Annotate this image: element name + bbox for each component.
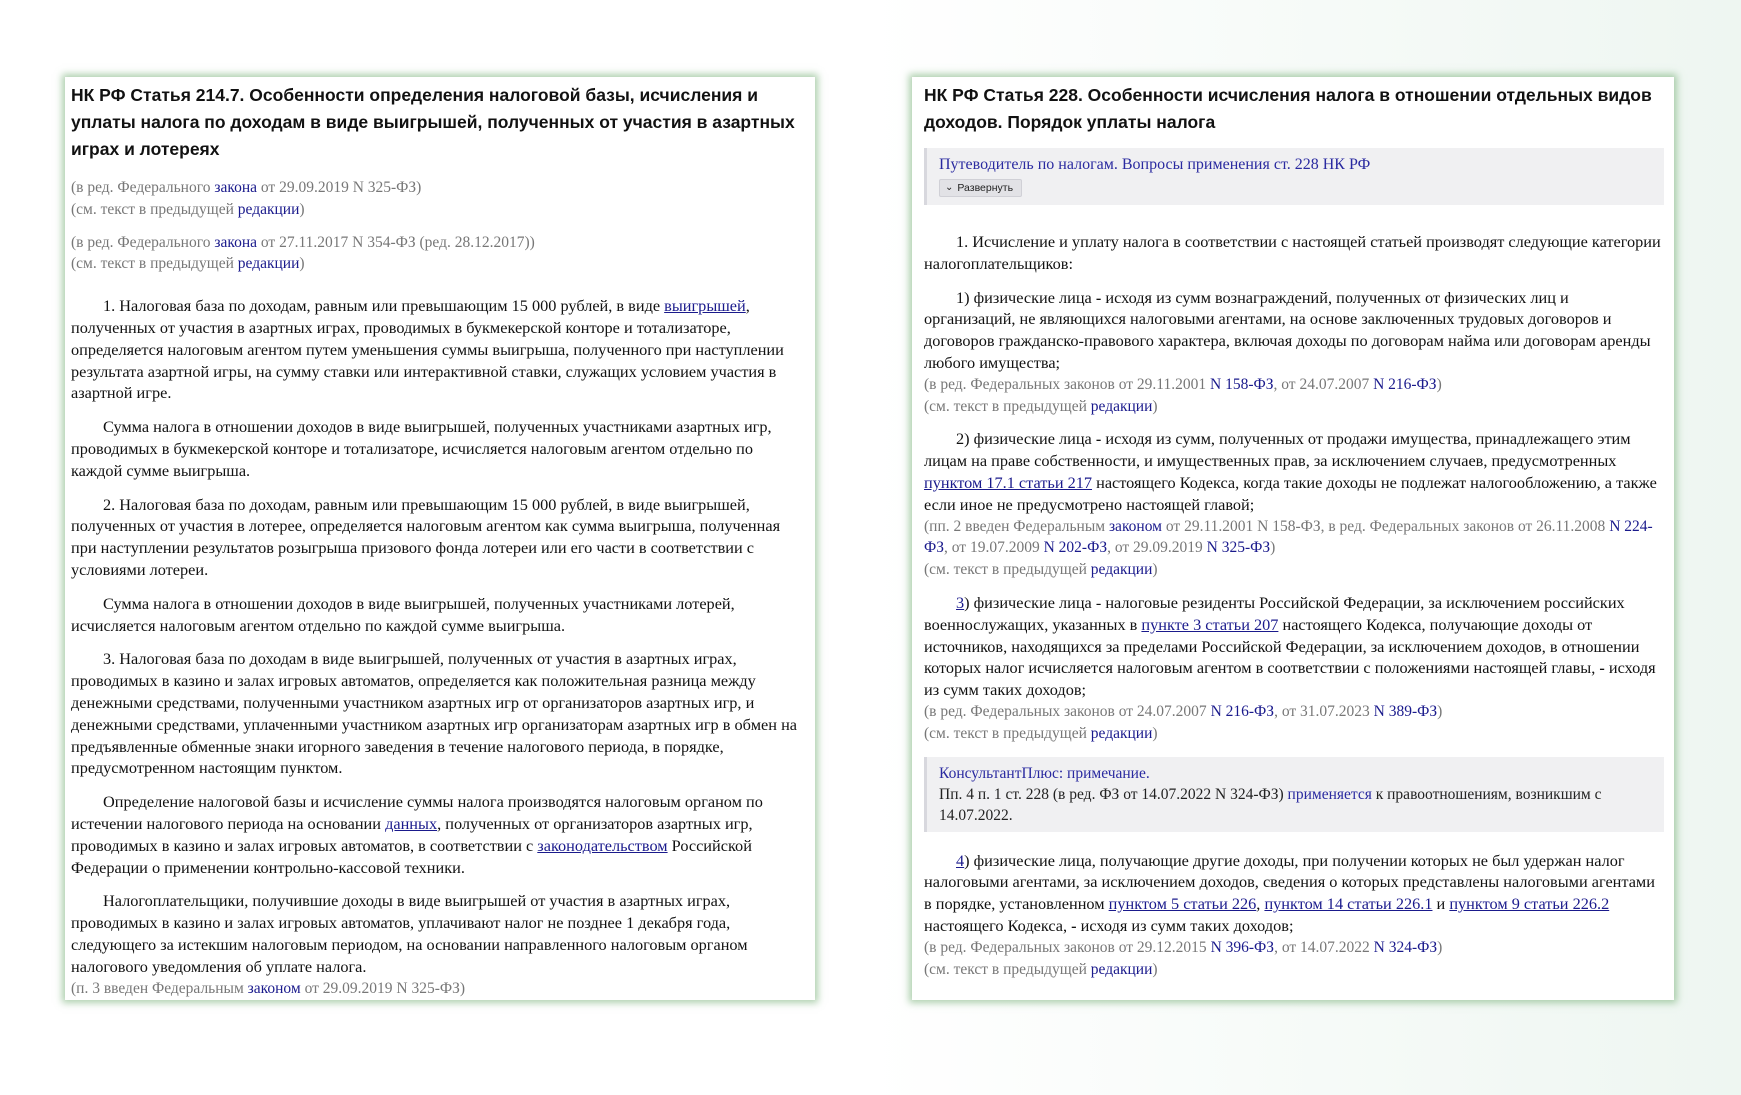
amendment-note bbox=[924, 374, 1664, 396]
paragraph-text: Определение налоговой базы и исчисление суммы налога производятся налоговым органом по истечении налогового периода на основании bbox=[71, 792, 763, 833]
note-text: (см. текст в предыдущей bbox=[71, 255, 238, 273]
subparagraph-4-number-link[interactable]: 4 bbox=[956, 850, 965, 870]
dash: - bbox=[1071, 915, 1077, 935]
note-text: (пп. 2 введен Федеральным bbox=[924, 517, 1109, 535]
note-text: ) bbox=[1437, 702, 1443, 720]
law-link[interactable]: законом bbox=[247, 979, 301, 997]
dash: - bbox=[1095, 429, 1102, 449]
paragraph-text: ) физические лица, получающие другие доходы, при получении которых не был удержан налог налоговыми агентами, за исключением доходов, сведения о которых представлены налоговыми агентами в порядке, установленном bbox=[924, 850, 1655, 914]
edition-link[interactable]: редакции bbox=[1090, 724, 1153, 742]
article-title: НК РФ Статья 228. Особенности исчисления налога в отношении отдельных видов доходов. Порядок уплаты налога bbox=[924, 85, 1652, 132]
guide-title[interactable]: Путеводитель по налогам. Вопросы применения ст. 228 НК РФ bbox=[939, 156, 1371, 173]
note-text: (см. текст в предыдущей bbox=[924, 397, 1091, 415]
note-text: (в ред. Федеральных законов от 24.07.2007 bbox=[924, 702, 1211, 720]
law-link[interactable]: N 216-ФЗ bbox=[1210, 702, 1275, 720]
paragraph-text: исходя из сумм, полученных от продажи имущества, принадлежащего этим лицам на праве собственности, и имущественных прав, за исключением случаев, предусмотренных bbox=[924, 429, 1631, 471]
article-217-link[interactable]: пунктом 17.1 статьи 217 bbox=[924, 472, 1093, 492]
paragraph-3-payment: Налогоплательщики, получившие доходы в виде выигрышей от участия в азартных играх, проводимых в казино и залах игровых автоматов, уплачивают налог не позднее 1 декабря года, следующего за истекшим налоговым периодом, на основании направленного налоговым органом налогового уведомления об уплате налога. bbox=[71, 891, 748, 976]
paragraph-text: исходя из сумм таких доходов; bbox=[1076, 915, 1294, 935]
article-228-panel bbox=[912, 77, 1674, 1000]
law-link[interactable]: N 396-ФЗ bbox=[1210, 938, 1275, 956]
previous-edition-note bbox=[71, 253, 807, 275]
paragraph-1: 1. Исчисление и уплату налога в соответствии с настоящей статьей производят следующие категории налогоплательщиков: bbox=[924, 232, 1661, 273]
note-text: , от 24.07.2007 bbox=[1273, 375, 1374, 393]
note-text: , от 14.07.2022 bbox=[1274, 938, 1374, 956]
previous-edition-note bbox=[924, 396, 1664, 418]
amendment-note bbox=[924, 937, 1664, 959]
tax-guide-box bbox=[924, 148, 1664, 205]
law-link[interactable]: N 389-ФЗ bbox=[1373, 702, 1438, 720]
paragraph-text: настоящего Кодекса, когда такие доходы не подлежат налогообложению, а также если иное не предусмотрено настоящей главой; bbox=[924, 472, 1657, 514]
data-link[interactable]: данных bbox=[385, 813, 438, 833]
note-text: ) bbox=[1152, 561, 1158, 579]
previous-edition-note bbox=[924, 559, 1664, 581]
paragraph-text: , bbox=[1256, 894, 1265, 914]
note-text: (в ред. Федеральных законов от 29.12.2015 bbox=[924, 938, 1211, 956]
edition-link[interactable]: редакции bbox=[1090, 397, 1153, 415]
note-text: от 29.09.2019 N 325-ФЗ) bbox=[300, 979, 466, 997]
paragraph-text: исходя из сумм вознаграждений, полученных от физических лиц и организаций, не являющихся налоговыми агентами, на основе заключенных трудовых договоров и договоров гражданско-правового характера, включая доходы по договорам найма или договорам аренды любого имущества; bbox=[924, 287, 1651, 372]
paragraph-3-determination bbox=[71, 791, 807, 878]
amendment-note bbox=[71, 232, 807, 254]
paragraph-text: исходя из сумм таких доходов; bbox=[924, 658, 1656, 700]
note-text: (п. 3 введен Федеральным bbox=[71, 979, 248, 997]
note-text: ) bbox=[1436, 375, 1442, 393]
note-text: , от 29.09.2019 bbox=[1107, 539, 1207, 557]
paragraph-text: 1. Налоговая база по доходам, равным или превышающим 15 000 рублей, в виде bbox=[103, 296, 665, 316]
paragraph-2-tax: Сумма налога в отношении доходов в виде выигрышей, полученных участниками лотерей, исчисляется налоговым агентом отдельно по каждой сумме выигрыша. bbox=[71, 593, 735, 635]
edition-link[interactable]: редакции bbox=[237, 255, 300, 273]
subparagraph-2 bbox=[924, 428, 1664, 515]
law-link[interactable]: N 224-ФЗ bbox=[924, 517, 1653, 557]
legislation-link[interactable]: законодательством bbox=[537, 835, 668, 855]
introduced-note bbox=[71, 978, 807, 1000]
paragraph-text: 1) физические лица bbox=[956, 287, 1096, 307]
law-link[interactable]: N 324-ФЗ bbox=[1373, 938, 1438, 956]
amendment-note bbox=[71, 177, 807, 199]
subparagraph-1 bbox=[924, 287, 1664, 374]
applies-link[interactable]: применяется bbox=[1287, 785, 1372, 803]
note-text: ) bbox=[1152, 724, 1158, 742]
note-text: , от 31.07.2023 bbox=[1274, 702, 1374, 720]
paragraph-1 bbox=[71, 295, 807, 404]
expand-button[interactable] bbox=[939, 179, 1022, 197]
subparagraph-3 bbox=[924, 592, 1664, 701]
edition-link[interactable]: редакции bbox=[1090, 960, 1153, 978]
note-text: ) bbox=[299, 255, 305, 273]
chevron-down-icon: ⌄ bbox=[945, 182, 954, 193]
note-text: (см. текст в предыдущей bbox=[924, 561, 1091, 579]
law-link[interactable]: закона bbox=[214, 233, 257, 251]
paragraph-text: , полученных от организаторов азартных игр, проводимых в казино и залах игровых автоматов, в соответствии с bbox=[71, 813, 753, 855]
paragraph-text: , полученных от участия в азартных играх, проводимых в букмекерской конторе и тотализаторе, определяется налоговым агентом путем уменьшения суммы выигрыша, полученного при наступлении результата азартной игры, на сумму ставки или интерактивной ставки, служащих условием участия в азартной игре. bbox=[71, 296, 784, 403]
note-text: ) bbox=[1152, 397, 1158, 415]
paragraph-text: Российской Федерации о применении контрольно-кассовой техники. bbox=[71, 835, 752, 877]
law-link[interactable]: N 325-ФЗ bbox=[1206, 539, 1271, 557]
note-text: (в ред. Федерального bbox=[71, 233, 215, 251]
expand-label: Развернуть bbox=[957, 182, 1014, 194]
note-text: к правоотношениям, возникшим с 14.07.2022. bbox=[939, 785, 1602, 824]
consultant-note-box bbox=[924, 757, 1664, 832]
paragraph-text: настоящего Кодекса, получающие доходы от источников, находящихся за пределами Российской Федерации, за исключением доходов, в отношении которых налог исчисляется налоговым агентом в соответствии с положениями настоящей главы, bbox=[924, 614, 1640, 678]
paragraph-1-tax: Сумма налога в отношении доходов в виде выигрышей, полученных участниками азартных игр, проводимых в букмекерской конторе и тотализаторе, исчисляется налоговым агентом отдельно по каждой сумме выигрыша. bbox=[71, 417, 772, 480]
note-text: от 27.11.2017 N 354-ФЗ (ред. 28.12.2017)) bbox=[257, 233, 535, 251]
article-226-link[interactable]: пунктом 5 статьи 226 bbox=[1108, 894, 1257, 914]
note-text: (в ред. Федерального bbox=[71, 179, 215, 196]
previous-edition-note bbox=[71, 199, 807, 221]
note-text: ) bbox=[1437, 938, 1443, 956]
law-link[interactable]: N 202-ФЗ bbox=[1043, 539, 1108, 557]
edition-link[interactable]: редакции bbox=[1090, 561, 1153, 579]
note-text: Пп. 4 п. 1 ст. 228 (в ред. ФЗ от 14.07.2022 N 324-ФЗ) bbox=[939, 785, 1288, 803]
paragraph-2: 2. Налоговая база по доходам, равным или превышающим 15 000 рублей, в виде выигрышей, полученных от участия в лотерее, определяется налоговым агентом как сумма выигрыша, полученная при наступлении результатов розыгрыша призового фонда лотереи или его части в соответствии с условиями лотереи. bbox=[71, 494, 781, 579]
note-text: ) bbox=[299, 200, 305, 218]
subparagraph-3-number-link[interactable]: 3 bbox=[956, 592, 965, 612]
paragraph-3: 3. Налоговая база по доходам в виде выигрышей, полученных от участия в азартных играх, проводимых в казино и залах игровых автоматов, определяется как положительная разница между денежными средствами, полученными участником азартных игр от организаторов азартных игр, и денежными средствами, уплаченными участником азартных игр организаторам азартных игр в обмен на предъявленные обменные знаки игорного заведения в течение налогового периода, в порядке, предусмотренном настоящим пунктом. bbox=[71, 649, 798, 778]
dash: - bbox=[1599, 658, 1605, 678]
previous-edition-note bbox=[924, 959, 1664, 981]
subparagraph-4 bbox=[924, 850, 1664, 937]
article-207-link[interactable]: пункте 3 статьи 207 bbox=[1141, 614, 1279, 634]
paragraph-text: ) физические лица - налоговые резиденты Российской Федерации, за исключением российских военнослужащих, указанных в bbox=[924, 592, 1625, 634]
note-text: (в ред. Федеральных законов от 29.11.2001 bbox=[924, 375, 1210, 393]
paragraph-text: 2) физические лица bbox=[956, 429, 1096, 449]
note-text: ) bbox=[1270, 539, 1276, 557]
note-text: (см. текст в предыдущей bbox=[924, 960, 1091, 978]
note-text: от 29.11.2001 N 158-ФЗ, в ред. Федеральных законов от 26.11.2008 bbox=[1162, 517, 1610, 535]
article-226-2-link[interactable]: пунктом 9 статьи 226.2 bbox=[1449, 894, 1610, 914]
dash: - bbox=[1095, 287, 1102, 307]
paragraph-text: и bbox=[1432, 894, 1450, 914]
law-link[interactable]: N 216-ФЗ bbox=[1373, 375, 1437, 393]
law-link[interactable]: закона bbox=[214, 179, 257, 196]
winnings-link[interactable]: выигрышей bbox=[664, 296, 746, 316]
note-text: от 29.09.2019 N 325-ФЗ) bbox=[257, 179, 422, 196]
introduced-note bbox=[924, 516, 1664, 560]
edition-link[interactable]: редакции bbox=[237, 200, 300, 218]
note-text: (см. текст в предыдущей bbox=[71, 200, 238, 218]
note-text: , от 19.07.2009 bbox=[944, 539, 1044, 557]
article-214-7-panel bbox=[65, 77, 815, 1000]
law-link[interactable]: N 158-ФЗ bbox=[1210, 375, 1274, 393]
law-link[interactable]: законом bbox=[1108, 517, 1162, 535]
article-226-1-link[interactable]: пунктом 14 статьи 226.1 bbox=[1264, 894, 1433, 914]
note-text: ) bbox=[1152, 960, 1158, 978]
paragraph-text: настоящего Кодекса, bbox=[924, 915, 1072, 935]
article-title: НК РФ Статья 214.7. Особенности определения налоговой базы, исчисления и уплаты налога по доходам в виде выигрышей, полученных от участия в азартных играх и лотереях bbox=[71, 85, 795, 159]
consultant-note-text bbox=[939, 784, 1654, 826]
previous-edition-note bbox=[924, 723, 1664, 745]
note-text: (см. текст в предыдущей bbox=[924, 724, 1091, 742]
amendment-note bbox=[924, 701, 1664, 723]
consultant-note-title: КонсультантПлюс: примечание. bbox=[939, 764, 1150, 782]
